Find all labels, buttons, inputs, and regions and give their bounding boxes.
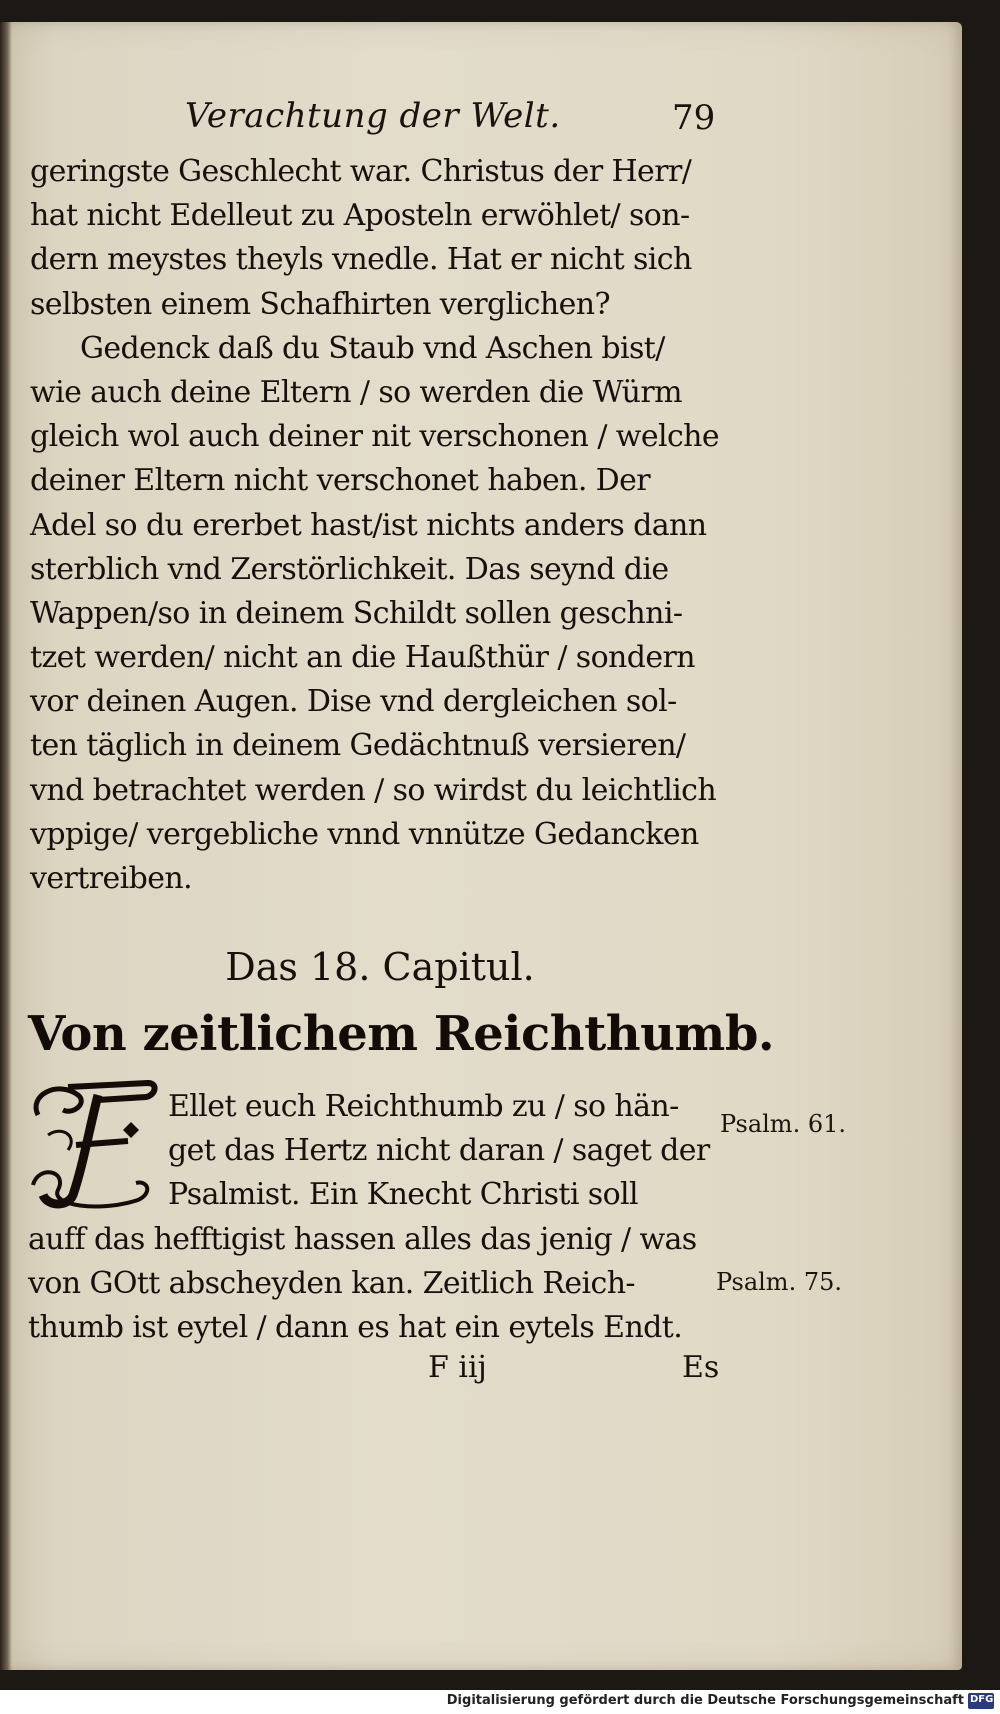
marginal-note: Psalm. 61.	[720, 1110, 846, 1138]
page-number: 79	[672, 98, 716, 138]
marginal-note: Psalm. 75.	[716, 1268, 842, 1296]
text-line: Psalmist. Ein Knecht Christi soll	[168, 1177, 639, 1213]
chapter-heading: Das 18. Capitul.	[225, 945, 535, 989]
text-line: sterblich vnd Zerstörlichkeit. Das seynd die	[30, 551, 669, 587]
text-line: tzet werden/ nicht an die Haußthür / sondern	[30, 640, 695, 676]
section-title: Von zeitlichem Reichthumb.	[28, 1006, 775, 1062]
text-line: Adel so du ererbet hast/ist nichts anders dann	[30, 507, 707, 543]
text-line: von GOtt abscheyden kan. Zeitlich Reich-	[28, 1265, 635, 1301]
text-line: deiner Eltern nicht verschonet haben. Der	[30, 463, 651, 499]
text-line: geringste Geschlecht war. Christus der Herr/	[30, 154, 692, 189]
text-line: Gedenck daß du Staub vnd Aschen bist/	[80, 330, 665, 366]
text-line: vnd betrachtet werden / so wirdst du leichtlich	[30, 772, 717, 808]
text-line: get das Hertz nicht daran / saget der	[168, 1133, 710, 1169]
text-line: dern meystes theyls vnedle. Hat er nicht sich	[30, 242, 692, 278]
text-line: Wappen/so in deinem Schildt sollen geschni-	[30, 595, 683, 631]
signature-mark: F iij	[428, 1350, 487, 1385]
text-line: thumb ist eytel / dann es hat ein eytels Endt.	[28, 1309, 683, 1345]
dfg-logo-icon	[968, 1693, 994, 1709]
text-line: selbsten einem Schafhirten verglichen?	[30, 286, 610, 322]
dfg-logo-text: DFG	[970, 1694, 994, 1705]
footer-strip	[0, 1690, 1000, 1714]
text-line: ten täglich in deinem Gedächtnuß versieren/	[30, 728, 686, 764]
text-line: vor deinen Augen. Dise vnd dergleichen sol-	[30, 684, 677, 720]
text-line: gleich wol auch deiner nit verschonen / welche	[30, 419, 720, 455]
text-line: wie auch deine Eltern / so werden die Würm	[30, 374, 682, 410]
chapter-paragraph	[28, 1085, 728, 1350]
running-head	[0, 96, 962, 146]
catchword: Es	[682, 1350, 720, 1385]
running-head-title: Verachtung der Welt.	[185, 96, 561, 136]
page-foot	[30, 1350, 730, 1394]
text-line: hat nicht Edelleut zu Aposteln erwöhlet/ son-	[30, 198, 690, 234]
body-text	[30, 150, 720, 901]
text-line: auff das hefftigist hassen alles das jenig / was	[28, 1221, 697, 1257]
text-line: vertreiben.	[30, 861, 193, 896]
footer-credit: Digitalisierung gefördert durch die Deutsche Forschungsgemeinschaft	[446, 1693, 964, 1708]
text-line: vppige/ vergebliche vnnd vnnütze Gedancken	[30, 816, 699, 852]
text-line: Ellet euch Reichthumb zu / so hän-	[168, 1089, 679, 1124]
page-gutter-shadow	[0, 22, 12, 1670]
